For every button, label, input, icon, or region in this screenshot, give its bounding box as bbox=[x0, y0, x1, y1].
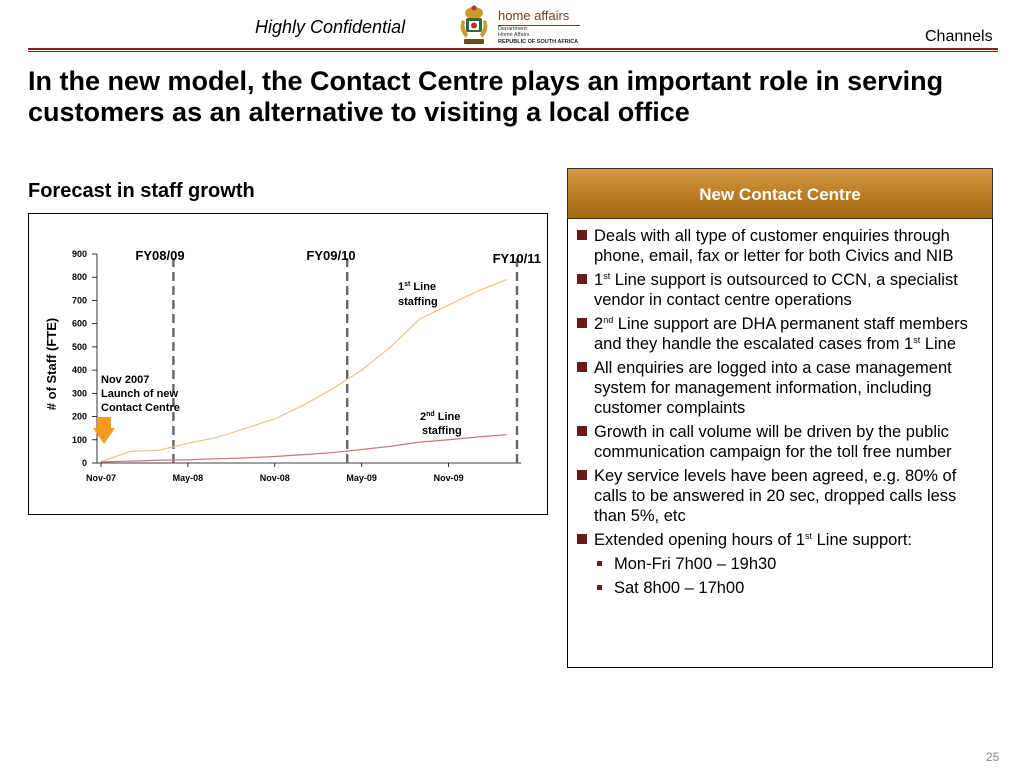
bullet-enquiries: Deals with all type of customer enquiries through phone, email, fax or letter for both Civics and NIB bbox=[577, 226, 984, 266]
y-tick-label: 500 bbox=[71, 341, 87, 352]
small-square-bullet-icon bbox=[597, 561, 602, 566]
x-tick-label: May-08 bbox=[172, 473, 204, 483]
logo-wordmark: home affairs bbox=[498, 8, 570, 23]
header-rule bbox=[28, 48, 998, 50]
page-title: In the new model, the Contact Centre plays an important role in serving customers as an alternative to visiting a local office bbox=[28, 66, 944, 127]
launch-annotation-line2: Launch of new bbox=[101, 388, 178, 400]
panel-body bbox=[567, 219, 993, 668]
y-tick-label: 700 bbox=[71, 295, 87, 306]
bullet-case-management: All enquiries are logged into a case management system for management information, including customer complaints bbox=[577, 358, 984, 418]
coat-of-arms-icon bbox=[454, 4, 494, 48]
fiscal-marker-label: FY08/09 bbox=[135, 248, 185, 263]
y-tick-label: 800 bbox=[71, 272, 87, 283]
panel-header: New Contact Centre bbox=[567, 168, 993, 219]
x-tick-label: Nov-07 bbox=[85, 473, 117, 483]
bullet-second-line: 2nd Line support are DHA permanent staff members and they handle the escalated cases from 1st Line bbox=[577, 314, 984, 354]
fiscal-markers bbox=[135, 248, 541, 463]
y-axis bbox=[72, 249, 97, 468]
square-bullet-icon bbox=[577, 534, 587, 544]
x-axis bbox=[86, 463, 521, 483]
page-number: 25 bbox=[986, 750, 1000, 764]
chart-svg bbox=[29, 214, 549, 516]
header-rule-thin bbox=[28, 51, 998, 52]
y-tick-label: 200 bbox=[71, 411, 87, 422]
square-bullet-icon bbox=[577, 362, 587, 372]
fiscal-marker-label: FY09/10 bbox=[306, 248, 356, 263]
bullet-opening-hours: Extended opening hours of 1st Line support: bbox=[577, 530, 984, 550]
square-bullet-icon bbox=[577, 274, 587, 284]
launch-annotation-line1: Nov 2007 bbox=[101, 374, 150, 386]
series-line-2 bbox=[101, 435, 507, 462]
launch-annotation-line3: Contact Centre bbox=[101, 402, 180, 414]
y-tick-label: 900 bbox=[71, 249, 87, 259]
bullet-call-volume: Growth in call volume will be driven by the public communication campaign for the toll free number bbox=[577, 422, 984, 462]
square-bullet-icon bbox=[577, 426, 587, 436]
series-label-1st-line-sub: staffing bbox=[398, 296, 438, 308]
square-bullet-icon bbox=[577, 318, 587, 328]
square-bullet-icon bbox=[577, 230, 587, 240]
y-axis-label: # of Staff (FTE) bbox=[44, 317, 59, 411]
section-label: Channels bbox=[925, 28, 993, 45]
bullet-service-levels: Key service levels have been agreed, e.g. 80% of calls to be answered in 20 sec, dropped calls less than 5%, etc bbox=[577, 466, 984, 526]
sub-bullet-weekday-hours: Mon-Fri 7h00 – 19h30 bbox=[577, 554, 984, 574]
bullet-first-line: 1st Line support is outsourced to CCN, a specialist vendor in contact centre operations bbox=[577, 270, 984, 310]
y-tick-label: 0 bbox=[81, 458, 87, 468]
y-tick-label: 300 bbox=[71, 388, 87, 399]
sub-bullet-saturday-hours: Sat 8h00 – 17h00 bbox=[577, 578, 984, 598]
y-tick-label: 100 bbox=[71, 434, 87, 445]
x-tick-label: Nov-08 bbox=[259, 473, 290, 483]
x-tick-label: May-09 bbox=[346, 473, 377, 483]
y-tick-label: 400 bbox=[71, 365, 87, 376]
series-label-2nd-line: 2nd Line bbox=[420, 411, 461, 423]
staff-growth-chart bbox=[28, 213, 548, 515]
home-affairs-logo bbox=[454, 4, 584, 48]
logo-subtitle: Department: Home Affairs bbox=[498, 26, 530, 38]
y-tick-label: 600 bbox=[71, 318, 87, 329]
x-tick-label: Nov-09 bbox=[433, 473, 464, 483]
fiscal-marker-label: FY10/11 bbox=[492, 251, 541, 266]
square-bullet-icon bbox=[577, 470, 587, 480]
logo-country: REPUBLIC OF SOUTH AFRICA bbox=[498, 39, 579, 45]
series-label-1st-line: 1st Line bbox=[398, 281, 437, 293]
series-label-2nd-line-sub: staffing bbox=[422, 425, 462, 437]
confidential-label: Highly Confidential bbox=[255, 17, 406, 37]
small-square-bullet-icon bbox=[597, 585, 602, 590]
forecast-heading: Forecast in staff growth bbox=[28, 180, 255, 202]
